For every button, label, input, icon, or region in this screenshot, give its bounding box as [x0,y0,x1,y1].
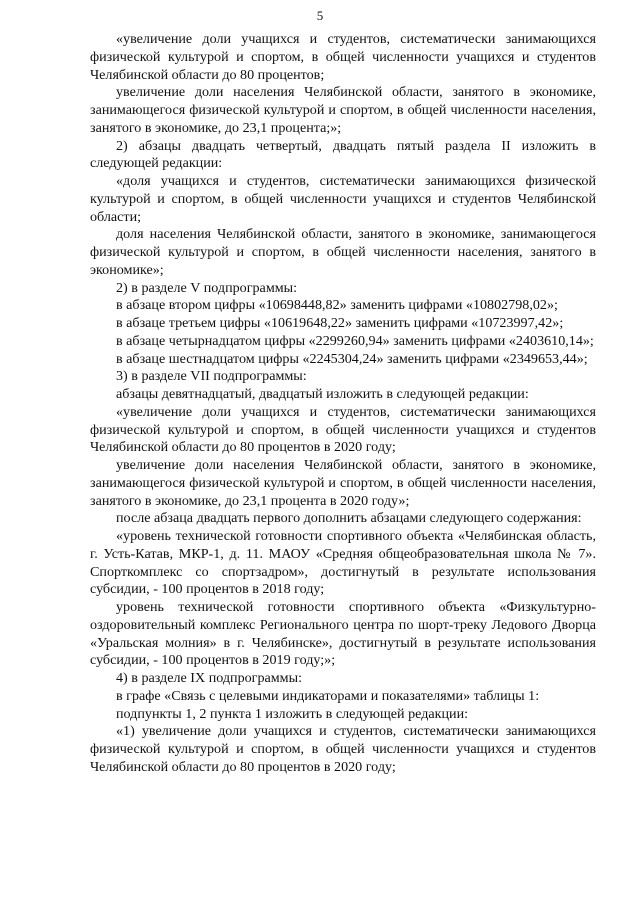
page-number: 5 [316,8,324,23]
paragraph: доля населения Челябинской области, занятого в экономике, занимающегося физической культурой и спортом, в общей численности населения, занятого в экономике»; [90,226,596,278]
paragraph: абзацы девятнадцатый, двадцатый изложить в следующей редакции: [116,386,529,402]
paragraph: 2) абзацы двадцать четвертый, двадцать пятый раздела II изложить в следующей редакции: [90,137,596,172]
paragraph: увеличение доли населения Челябинской области, занятого в экономике, занимающегося физической культурой и спортом, в общей численности населения, занятого в экономике, до 23,1 процента в 2020 году»; [90,457,596,509]
paragraph: увеличение доли населения Челябинской области, занятого в экономике, занимающегося физической культурой и спортом, в общей численности населения, занятого в экономике, до 23,1 процента;»; [90,84,596,136]
paragraph: в абзаце шестнадцатом цифры «2245304,24» заменить цифрами «2349653,44»; [116,350,588,367]
paragraph: в графе «Связь с целевыми индикаторами и показателями» таблицы 1: [116,687,540,704]
paragraph: подпункты 1, 2 пункта 1 изложить в следующей редакции: [116,705,469,722]
paragraph: «увеличение доли учащихся и студентов, систематически занимающихся физической культурой и спортом, в общей численности учащихся и студентов Челябинской области до 80 процентов в 2020 году; [90,403,596,456]
paragraph: «доля учащихся и студентов, систематически занимающихся физической культурой и спортом, в общей численности учащихся и студентов Челябинской области; [90,173,596,225]
paragraph: 2) в разделе V подпрограммы: [116,279,298,296]
paragraph: в абзаце третьем цифры «10619648,22» заменить цифрами «10723997,42»; [116,315,564,331]
paragraph: «1) увеличение доли учащихся и студентов, систематически занимающихся физической культурой и спортом, в общей численности учащихся и студентов Челябинской области до 80 процентов в 2020 году; [90,723,596,775]
paragraph: после абзаца двадцать первого дополнить абзацами следующего содержания: [116,510,582,527]
paragraph: уровень технической готовности спортивного объекта «Физкультурно-оздоровительный комплекс Регионального центра по шорт-треку Ледового Дворца «Уральская молния» в г. Челябинске», достигнутый в результате использования субсидии, - 100 процентов в 2019 году;»; [90,599,596,669]
paragraph: в абзаце четырнадцатом цифры «2299260,94» заменить цифрами «2403610,14»; [116,332,594,349]
document-body [90,31,596,777]
paragraph: 3) в разделе VII подпрограммы: [116,368,307,385]
paragraph: «увеличение доли учащихся и студентов, систематически занимающихся физической культурой и спортом, в общей численности учащихся и студентов Челябинской области до 80 процентов; [90,31,596,83]
paragraph: «уровень технической готовности спортивного объекта «Челябинская область, г. Усть-Катав, МКР-1, д. 11. МАОУ «Средняя общеобразовательная школа № 7». Спорткомплекс со спортзадром», достигнутый в результате использования субсидии, - 100 процентов в 2018 году; [90,528,596,598]
paragraph: в абзаце втором цифры «10698448,82» заменить цифрами «10802798,02»; [116,297,558,314]
paragraph: 4) в разделе IX подпрограммы: [116,670,302,686]
